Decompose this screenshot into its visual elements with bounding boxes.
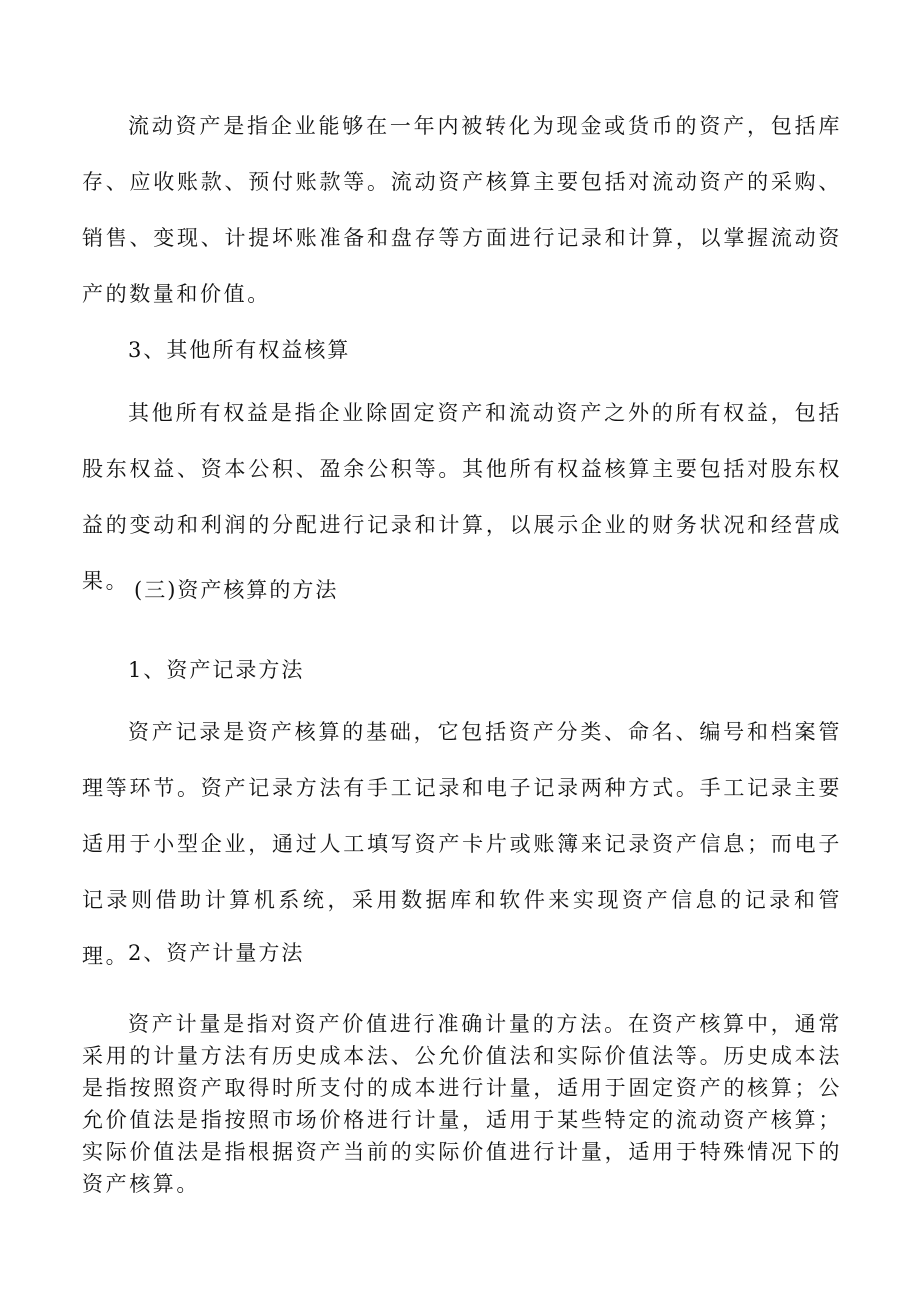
paragraph-current-assets: 流动资产是指企业能够在一年内被转化为现金或货币的资产，包括库存、应收账款、预付账款等。流动资产核算主要包括对流动资产的采购、销售、变现、计提坏账准备和盘存等方面进行记录和计算，以掌握流动资产的数量和价值。 (82, 114, 842, 306)
paragraph-other-equity: 其他所有权益是指企业除固定资产和流动资产之外的所有权益，包括股东权益、资本公积、盈余公积等。其他所有权益核算主要包括对股东权益的变动和利润的分配进行记录和计算，以展示企业的财务状况和经营成果。 (82, 401, 842, 593)
heading-other-equity: 3、其他所有权益核算 (128, 338, 351, 362)
paragraph-asset-measurement: 资产计量是指对资产价值进行准确计量的方法。在资产核算中，通常采用的计量方法有历史成本法、公允价值法和实际价值法等。历史成本法是指按照资产取得时所支付的成本进行计量，适用于固定资产的核算；公允价值法是指按照市场价格进行计量，适用于某些特定的流动资产核算；实际价值法是指根据资产当前的实际价值进行计量，适用于特殊情况下的资产核算。 (82, 1012, 842, 1196)
paragraph-asset-recording: 资产记录是资产核算的基础，它包括资产分类、命名、编号和档案管理等环节。资产记录方法有手工记录和电子记录两种方式。手工记录主要适用于小型企业，通过人工填写资产卡片或账簿来记录资产信息；而电子记录则借助计算机系统，采用数据库和软件来实现资产信息的记录和管理。 (82, 720, 842, 968)
heading-asset-recording-method: 1、资产记录方法 (128, 658, 305, 682)
heading-asset-measurement-method: 2、资产计量方法 (128, 941, 305, 965)
heading-asset-accounting-methods: (三)资产核算的方法 (134, 578, 339, 602)
